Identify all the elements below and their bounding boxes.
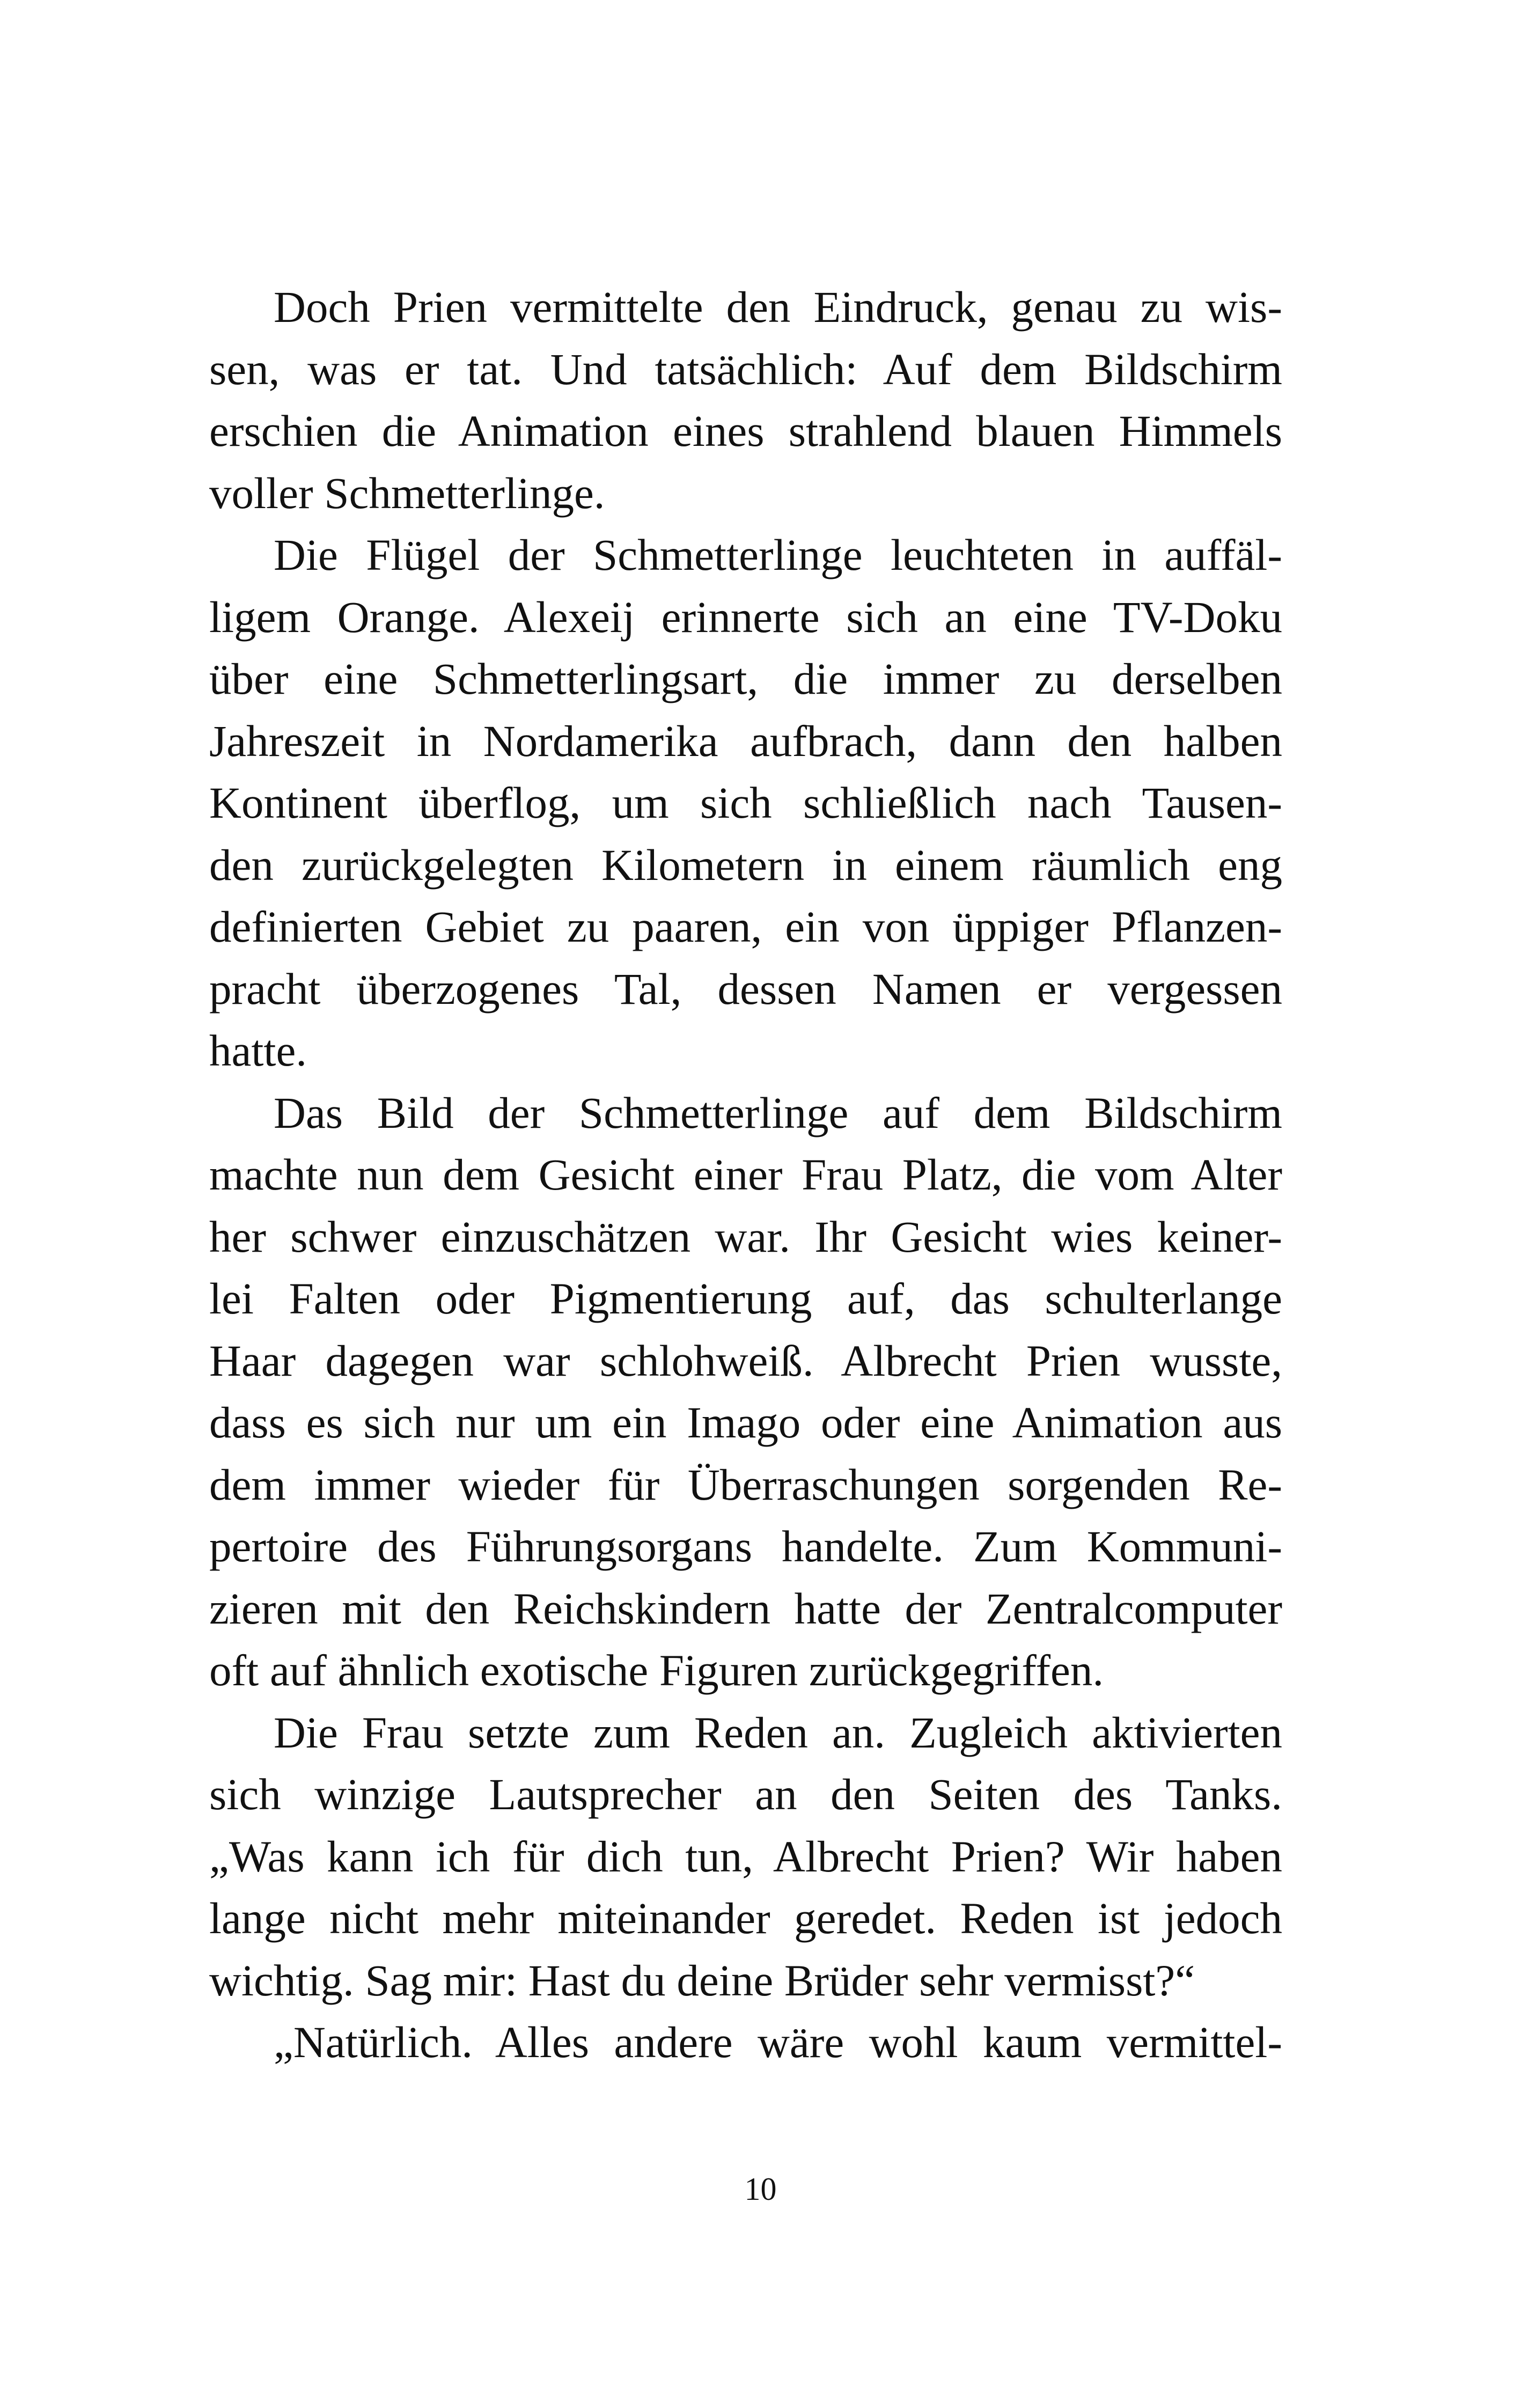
text-line: Kontinent überflog, um sich schließlich nach Tausen-	[209, 778, 1282, 827]
text-line: Die Frau setzte zum Reden an. Zugleich aktivierten	[274, 1707, 1282, 1757]
text-line: Doch Prien vermittelte den Eindruck, genau zu wis-	[274, 282, 1282, 332]
text-line: oft auf ähnlich exotische Figuren zurückgegriffen.	[209, 1646, 1104, 1695]
text-line: pracht überzogenes Tal, dessen Namen er vergessen	[209, 964, 1282, 1014]
text-line: „Natürlich. Alles andere wäre wohl kaum vermittel-	[274, 2017, 1282, 2067]
text-line: lange nicht mehr miteinander geredet. Reden ist jedoch	[209, 1893, 1282, 1943]
text-line: Die Flügel der Schmetterlinge leuchteten in auffäl-	[274, 530, 1282, 579]
text-line: dass es sich nur um ein Imago oder eine Animation aus	[209, 1398, 1282, 1447]
text-line: her schwer einzuschätzen war. Ihr Gesicht wies keiner-	[209, 1212, 1282, 1261]
text-line: lei Falten oder Pigmentierung auf, das schulterlange	[209, 1274, 1282, 1323]
page-number: 10	[744, 2171, 777, 2207]
text-line: pertoire des Führungsorgans handelte. Zum Kommuni-	[209, 1522, 1282, 1571]
text-line: Jahreszeit in Nordamerika aufbrach, dann den halben	[209, 716, 1282, 766]
text-line: Das Bild der Schmetterlinge auf dem Bildschirm	[274, 1088, 1282, 1137]
text-line: machte nun dem Gesicht einer Frau Platz, die vom Alter	[209, 1150, 1282, 1199]
text-line: erschien die Animation eines strahlend blauen Himmels	[209, 406, 1282, 456]
text-line: über eine Schmetterlingsart, die immer zu derselben	[209, 654, 1282, 703]
body-text	[209, 276, 1282, 2074]
text-line: den zurückgelegten Kilometern in einem räumlich eng	[209, 840, 1282, 890]
text-line: zieren mit den Reichskindern hatte der Zentralcomputer	[209, 1583, 1282, 1633]
text-line: ligem Orange. Alexeij erinnerte sich an eine TV-Doku	[209, 592, 1282, 642]
text-line: „Was kann ich für dich tun, Albrecht Prien? Wir haben	[209, 1831, 1282, 1881]
text-line: definierten Gebiet zu paaren, ein von üppiger Pflanzen-	[209, 902, 1282, 951]
text-line: sich winzige Lautsprecher an den Seiten des Tanks.	[209, 1770, 1282, 1819]
text-line: Haar dagegen war schlohweiß. Albrecht Prien wusste,	[209, 1335, 1282, 1385]
text-line: hatte.	[209, 1026, 307, 1075]
text-line: wichtig. Sag mir: Hast du deine Brüder sehr vermisst?“	[209, 1955, 1195, 2005]
text-line: voller Schmetterlinge.	[209, 468, 605, 518]
text-line: sen, was er tat. Und tatsächlich: Auf dem Bildschirm	[209, 344, 1282, 394]
text-line: dem immer wieder für Überraschungen sorgenden Re-	[209, 1459, 1282, 1509]
